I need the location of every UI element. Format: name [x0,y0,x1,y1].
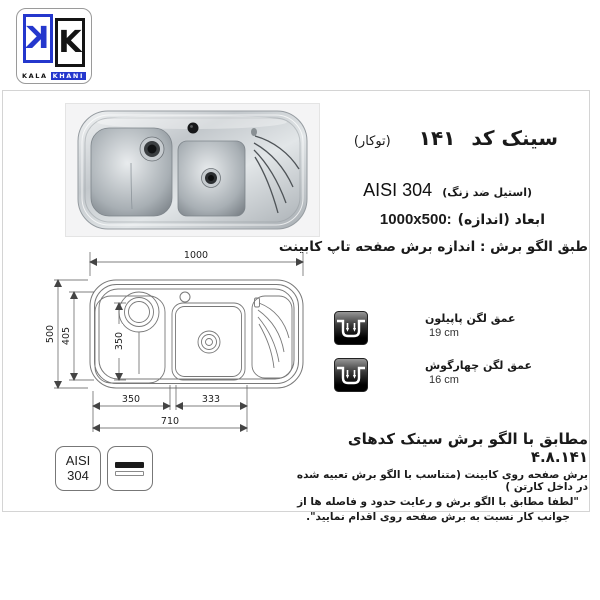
dim-total-height: 500 [45,324,56,344]
footer-line-1: برش صفحه روی کابینت (متناسب با الگو برش تعبیه شده در داخل کارتن ) [296,469,588,493]
sink-technical-drawing [38,246,332,438]
steel-sheet-layers-icon [107,446,153,491]
brand-name [17,72,91,80]
steel-grade: AISI 304 [363,180,433,200]
aisi-stamp-bottom: 304 [67,467,89,483]
steel-grade-note: (استیل ضد زنگ) [442,186,532,199]
depth-papillon [425,312,575,339]
dim-total-width: 1000 [183,250,209,261]
k-mark-icon [55,18,85,67]
depth-square-value: 16 cm [429,374,459,386]
product-title-line [354,126,558,150]
faucet-hole-drawing [180,292,190,302]
steel-bar-outline [115,471,144,476]
basin-depth-icon [334,311,368,345]
aisi-stamp-top: AISI [65,452,91,468]
dim-inner-height: 405 [61,326,72,346]
drainboard-drawing [252,296,292,378]
steel-bar-solid [115,462,144,468]
footer-heading: مطابق با الگو برش سینک کدهای ۴.۸.۱۴۱ [347,430,588,466]
depth-papillon-value: 19 cm [429,327,459,339]
dimension-lines [54,252,303,432]
left-basin-drawing [95,292,165,383]
dim-basins-total-width: 710 [160,416,180,427]
depth-square-label: عمق لگن چهارگوش [425,359,533,372]
aisi-304-stamp [55,446,101,491]
middle-basin-drawing [172,303,245,380]
footer-note-block [288,430,588,523]
left-drain [148,145,157,154]
dim-basin-height: 350 [114,331,125,351]
middle-drain [208,175,214,181]
k-letter: K [26,20,50,56]
steel-grade-line [363,180,532,201]
k-letter: K [58,24,82,60]
kala-khani-logo [16,8,92,84]
brand-khani: KHANI [52,72,84,80]
dim-basin1-width: 350 [121,394,141,405]
mount-type: (توکار) [353,134,391,149]
dimension-labels [45,250,220,427]
product-code: ۱۴۱ [418,126,456,150]
footer-line-3: جوانب کار نسبت به برش صفحه روی اقدام نمایید". [306,511,570,523]
size-line [380,211,545,228]
sink-product-photo [65,103,320,237]
product-title: سینک کد [471,126,558,150]
size-value: 1000x500: [379,211,452,228]
cut-pattern-note: طبق الگو برش : اندازه برش صفحه تاپ کابینت [278,239,588,255]
basin-depth-icon [334,358,368,392]
depth-square [425,359,575,386]
size-label: ابعاد (اندازه) [457,212,545,228]
dim-basin2-width: 333 [201,394,221,405]
brand-kala: KALA [21,72,48,80]
faucet-hole [188,123,199,134]
footer-line-2: "لطفا مطابق با الگو برش و رعایت حدود و فاصله ها از [297,496,579,508]
k-mirrored-mark-icon [23,14,53,63]
depth-papillon-label: عمق لگن پاپیلون [425,312,516,325]
